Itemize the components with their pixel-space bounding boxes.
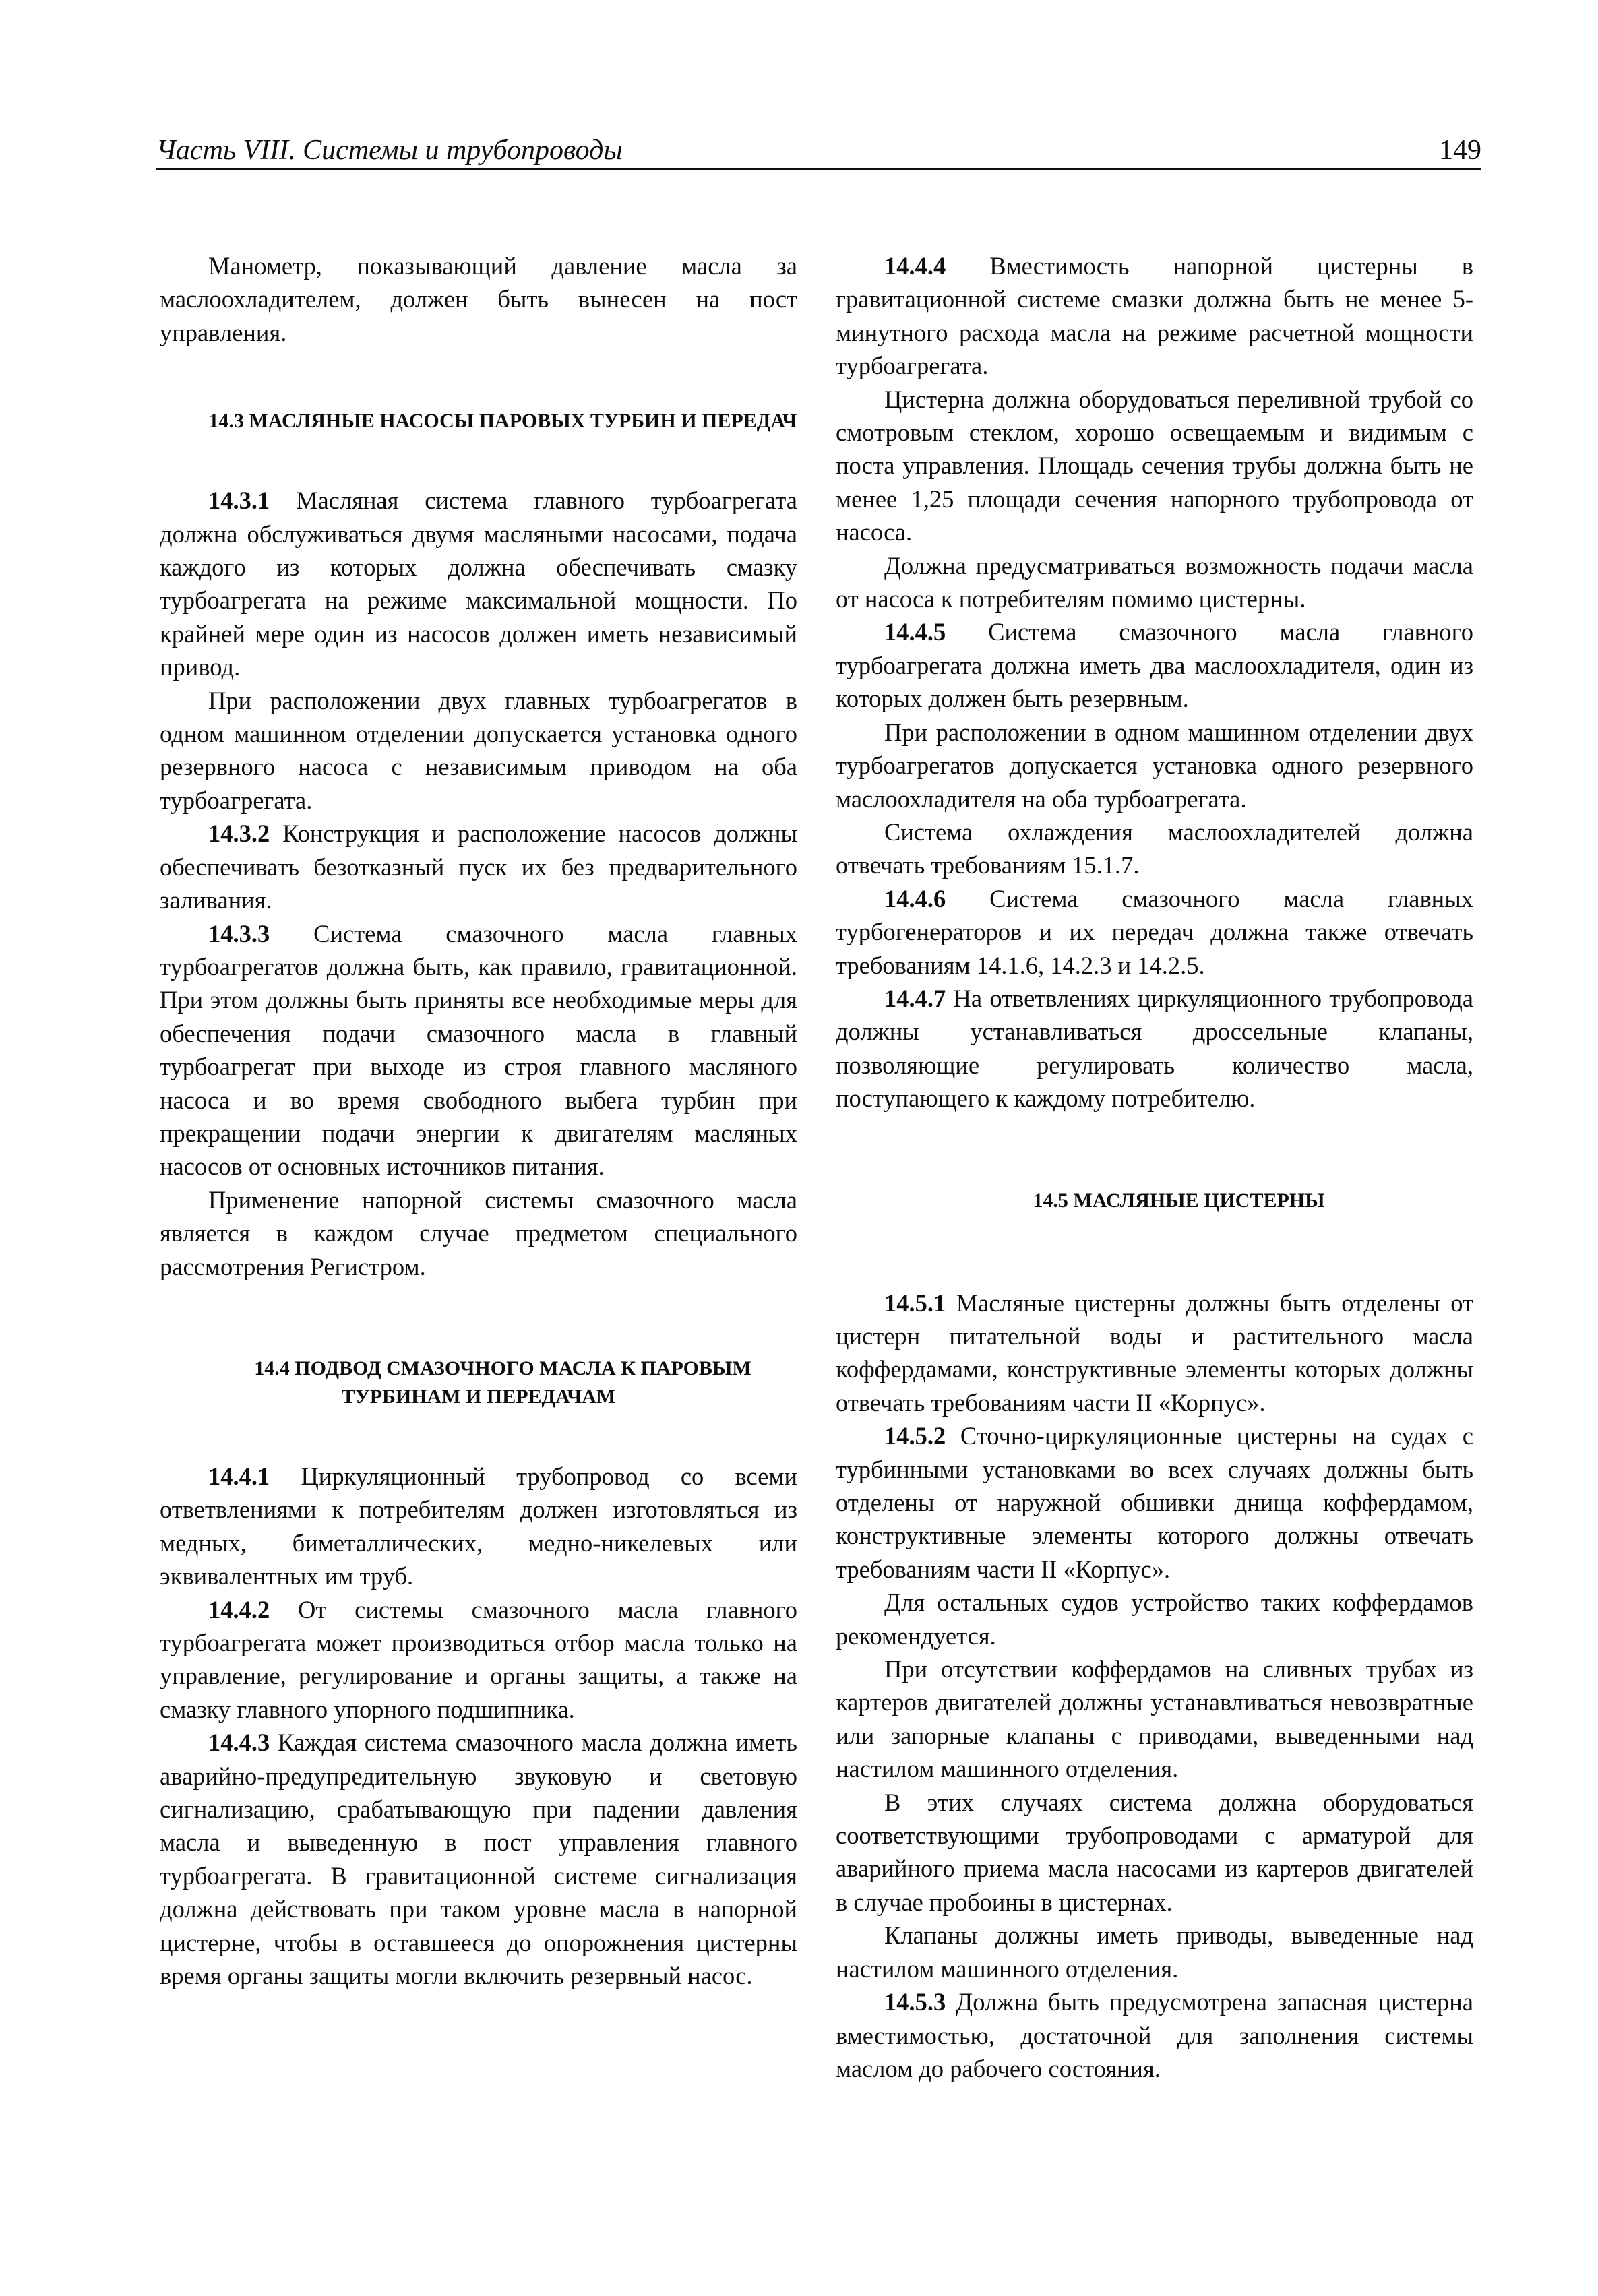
clause-text: На ответвлениях циркуляционного трубопровода должны устанавливаться дроссельные клапаны, позволяющие регулировать количество масла, поступающего к каждому потребителю. — [836, 984, 1473, 1113]
header-title: Часть VIII. Системы и трубопроводы — [156, 135, 623, 166]
header-rule — [156, 168, 1481, 170]
paragraph: Должна предусматриваться возможность подачи масла от насоса к потребителям помимо цистерны. — [836, 551, 1473, 613]
clause-text: Система смазочного масла главного турбоагрегата должна иметь два маслоохладителя, один из которых должен быть резервным. — [836, 618, 1473, 713]
clause-number: 14.4.3 — [208, 1729, 270, 1757]
paragraph: Применение напорной системы смазочного масла является в каждом случае предметом специального рассмотрения Регистром. — [160, 1185, 797, 1280]
clause-number: 14.3.2 — [208, 819, 270, 848]
spacer — [160, 1411, 797, 1460]
clause-number: 14.3.3 — [208, 919, 270, 948]
clause-text: От системы смазочного масла главного турбоагрегата может производиться отбор масла только на управление, регулирование и органы защиты, а также на смазку главного упорного подшипника. — [160, 1595, 797, 1723]
running-header — [156, 132, 1481, 166]
spacer — [836, 1215, 1473, 1286]
clause-number: 14.4.2 — [208, 1595, 270, 1623]
clause-text: Конструкция и расположение насосов должны обеспечивать безотказный пуск их без предварительного заливания. — [160, 819, 797, 914]
paragraph: При расположении двух главных турбоагрегатов в одном машинном отделении допускается установка одного резервного насоса с независимым приводом на оба турбоагрегата. — [160, 686, 797, 814]
paragraph-14-4-1 — [160, 1460, 797, 1593]
paragraph: В этих случаях система должна оборудоваться соответствующими трубопроводами с арматурой для аварийного приема масла насосами из картеров двигателей в случае пробоины в цистернах. — [836, 1788, 1473, 1916]
paragraph-14-4-6 — [836, 882, 1473, 982]
section-heading-14-5: 14.5 МАСЛЯНЫЕ ЦИСТЕРНЫ — [1033, 1189, 1325, 1212]
clause-text: Система смазочного масла главных турбогенераторов и их передач должна также отвечать требованиям 14.1.6, 14.2.3 и 14.2.5. — [836, 884, 1473, 979]
clause-number: 14.4.4 — [884, 252, 946, 280]
paragraph: Манометр, показывающий давление масла за маслоохладителем, должен быть вынесен на пост управления. — [160, 252, 797, 346]
left-column — [160, 249, 797, 1992]
clause-number: 14.3.1 — [208, 487, 270, 515]
clause-number: 14.4.5 — [884, 618, 946, 646]
spacer — [160, 435, 797, 484]
clause-number: 14.4.6 — [884, 884, 946, 912]
clause-text: Каждая система смазочного масла должна иметь аварийно-предупредительную звуковую и световую сигнализацию, срабатывающую при падении давления масла и выведенную в пост управления главного турбоагрегата. В гравитационной системе сигнализация должна действовать при таком уровне масла в напорной цистерне, чтобы в оставшееся до опорожнения цистерны время органы защиты могли включить резервный насос. — [160, 1729, 797, 1990]
clause-number: 14.5.2 — [884, 1422, 946, 1450]
clause-text: Система смазочного масла главных турбоагрегатов должна быть, как правило, гравитационной. При этом должны быть приняты все необходимые меры для обеспечения подачи смазочного масла в главный турбоагрегат при выходе из строя главного масляного насоса и во время свободного выбега турбин при прекращении подачи энергии к двигателям масляных насосов от основных источников питания. — [160, 919, 797, 1181]
clause-text: Масляные цистерны должны быть отделены от цистерн питательной воды и растительного масла коффердамами, конструктивные элементы которых должны отвечать требованиям части II «Корпус». — [836, 1289, 1473, 1417]
paragraph: Цистерна должна оборудоваться переливной трубой со смотровым стеклом, хорошо освещаемым и видимым с поста управления. Площадь сечения трубы должна быть не менее 1,25 площади сечения напорного трубопровода от насоса. — [836, 385, 1473, 547]
paragraph-14-5-3 — [836, 1985, 1473, 2085]
spacer — [160, 1283, 797, 1355]
paragraph: Для остальных судов устройство таких коффердамов рекомендуется. — [836, 1588, 1473, 1650]
right-column — [836, 249, 1473, 2085]
clause-number: 14.4.1 — [208, 1462, 270, 1490]
spacer — [836, 1115, 1473, 1187]
paragraph-14-5-1 — [836, 1286, 1473, 1420]
clause-text: Сточно-циркуляционные цистерны на судах с турбинными установками во всех случаях должны быть отделены от наружной обшивки днища коффердамом, конструктивные элементы которого должны отвечать требованиям части II «Корпус». — [836, 1422, 1473, 1583]
paragraph-14-4-3 — [160, 1726, 797, 1992]
clause-number: 14.5.1 — [884, 1289, 946, 1317]
clause-text: Циркуляционный трубопровод со всеми ответвлениями к потребителям должен изготовляться из медных, биметаллических, медно-никелевых или эквивалентных им труб. — [160, 1462, 797, 1590]
spacer — [160, 349, 797, 407]
paragraph: При отсутствии коффердамов на сливных трубах из картеров двигателей должны устанавливаться невозвратные или запорные клапаны с приводами, выведенными над настилом машинного отделения. — [836, 1655, 1473, 1783]
page-number: 149 — [1439, 135, 1481, 166]
paragraph-14-4-2 — [160, 1593, 797, 1727]
section-heading-14-3: 14.3 МАСЛЯНЫЕ НАСОСЫ ПАРОВЫХ ТУРБИН И ПЕРЕДАЧ — [208, 410, 797, 433]
section-heading-14-4: 14.4 ПОДВОД СМАЗОЧНОГО МАСЛА К ПАРОВЫМ ТУРБИНАМ И ПЕРЕДАЧАМ — [254, 1357, 751, 1408]
paragraph: При расположении в одном машинном отделении двух турбоагрегатов допускается установка одного резервного маслоохладителя на оба турбоагрегата. — [836, 718, 1473, 813]
paragraph-14-4-7 — [836, 982, 1473, 1115]
clause-text: Вместимость напорной цистерны в гравитационной системе смазки должна быть не менее 5-минутного расхода масла на режиме расчетной мощности турбоагрегата. — [836, 252, 1473, 380]
clause-text: Масляная система главного турбоагрегата должна обслуживаться двумя масляными насосами, подача каждого из которых должна обеспечивать смазку турбоагрегата на режиме максимальной мощности. По крайней мере один из насосов должен иметь независимый привод. — [160, 487, 797, 681]
paragraph-14-3-3 — [160, 917, 797, 1183]
clause-number: 14.5.3 — [884, 1988, 946, 2016]
clause-text: Должна быть предусмотрена запасная цистерна вместимостью, достаточной для заполнения системы маслом до рабочего состояния. — [836, 1988, 1473, 2082]
clause-number: 14.4.7 — [884, 984, 946, 1012]
paragraph: Клапаны должны иметь приводы, выведенные над настилом машинного отделения. — [836, 1921, 1473, 1983]
paragraph: Система охлаждения маслоохладителей должна отвечать требованиям 15.1.7. — [836, 817, 1473, 879]
paragraph-14-5-2 — [836, 1419, 1473, 1586]
paragraph-14-4-4 — [836, 249, 1473, 383]
paragraph-14-3-2 — [160, 817, 797, 917]
paragraph-14-3-1 — [160, 484, 797, 683]
paragraph-14-4-5 — [836, 615, 1473, 715]
